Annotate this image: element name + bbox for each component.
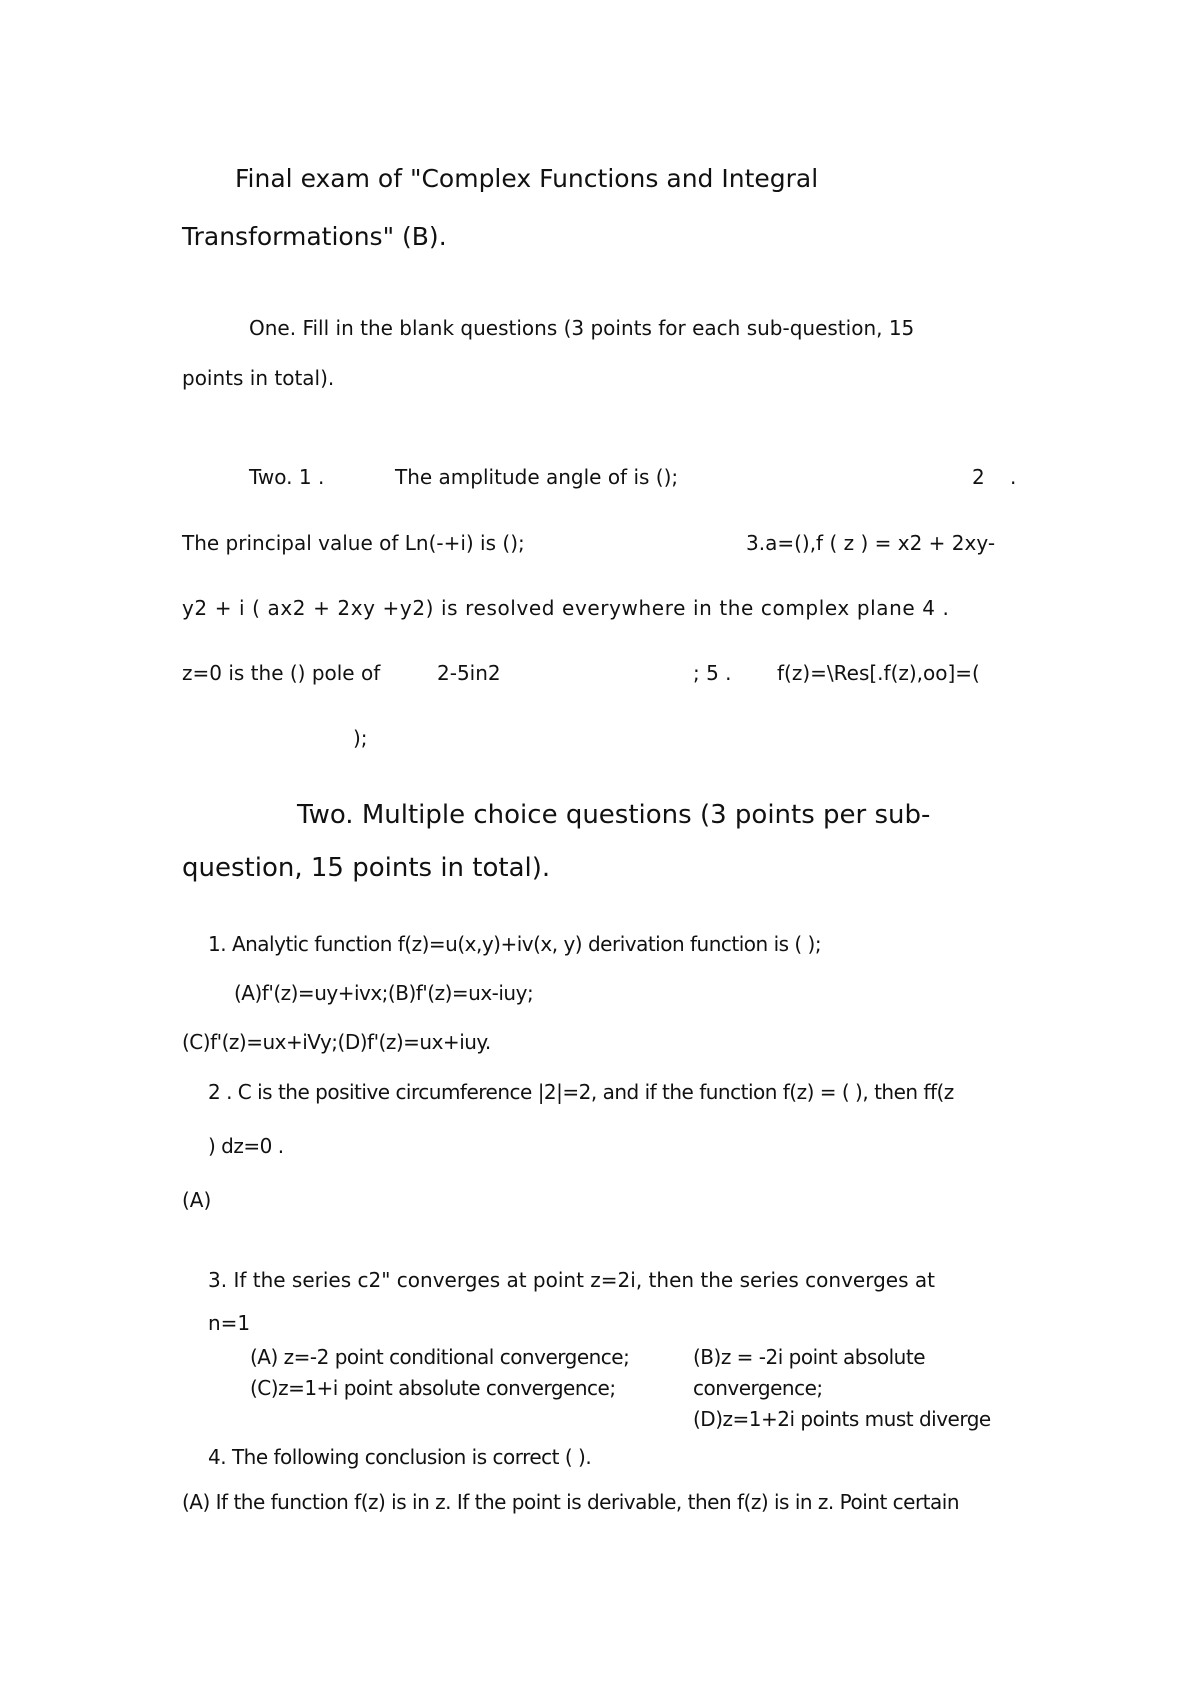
fill-question-2-number: 2 <box>972 465 985 489</box>
fill-question-2: The principal value of Ln(-+i) is (); <box>182 531 525 555</box>
fill-question-4-fraction: 2-5in2 <box>437 661 501 685</box>
fill-question-3-cont: y2 + i ( ax2 + 2xy +y2) is resolved everywhere in the complex plane 4 . <box>182 596 950 620</box>
part-one-heading-line2: points in total). <box>182 366 335 390</box>
part-two-heading-line2: question, 15 points in total). <box>182 853 551 883</box>
choice-question-3-option-d: (D)z=1+2i points must diverge <box>693 1407 991 1431</box>
fill-question-2-dot: . <box>1010 465 1017 489</box>
fill-intro: Two. 1 . <box>249 465 325 489</box>
fill-question-3: 3.a=(),f ( z ) = x2 + 2xy- <box>746 531 996 555</box>
choice-question-3: 3. If the series c2" converges at point z=2i, then the series converges at <box>208 1268 935 1292</box>
fill-question-5-label: ; 5 . <box>693 661 732 685</box>
choice-question-1: 1. Analytic function f(z)=u(x,y)+iv(x, y) derivation function is ( ); <box>208 932 822 956</box>
choice-question-1-options-ab: (A)f'(z)=uy+ivx;(B)f'(z)=ux-iuy; <box>234 981 534 1005</box>
choice-question-4-option-a: (A) If the function f(z) is in z. If the point is derivable, then f(z) is in z. Point certain <box>182 1490 959 1514</box>
choice-question-1-options-cd: (C)f'(z)=ux+iVy;(D)f'(z)=ux+iuy. <box>182 1030 491 1054</box>
choice-question-3-option-b-cont: convergence; <box>693 1376 823 1400</box>
choice-question-3-option-c: (C)z=1+i point absolute convergence; <box>250 1376 616 1400</box>
exam-title-line2: Transformations" (B). <box>182 222 447 251</box>
choice-question-3-option-b: (B)z = -2i point absolute <box>693 1345 926 1369</box>
fill-question-5-close: ); <box>353 726 368 750</box>
choice-question-2-cont: ) dz=0 . <box>208 1134 284 1158</box>
fill-question-4: z=0 is the () pole of <box>182 661 381 685</box>
choice-question-4: 4. The following conclusion is correct ( ). <box>208 1445 592 1469</box>
choice-question-3-option-a: (A) z=-2 point conditional convergence; <box>250 1345 630 1369</box>
exam-title-line1: Final exam of "Complex Functions and Integral <box>235 164 819 193</box>
fill-question-5: f(z)=\Res[.f(z),oo]=( <box>777 661 980 685</box>
fill-question-1: The amplitude angle of is (); <box>395 465 679 489</box>
choice-question-2-option-a: (A) <box>182 1188 212 1212</box>
part-two-heading-line1: Two. Multiple choice questions (3 points per sub- <box>297 800 931 830</box>
choice-question-3-index: n=1 <box>208 1311 251 1335</box>
part-one-heading-line1: One. Fill in the blank questions (3 points for each sub-question, 15 <box>249 316 915 340</box>
choice-question-2: 2 . C is the positive circumference |2|=2, and if the function f(z) = ( ), then ff(z <box>208 1080 954 1104</box>
